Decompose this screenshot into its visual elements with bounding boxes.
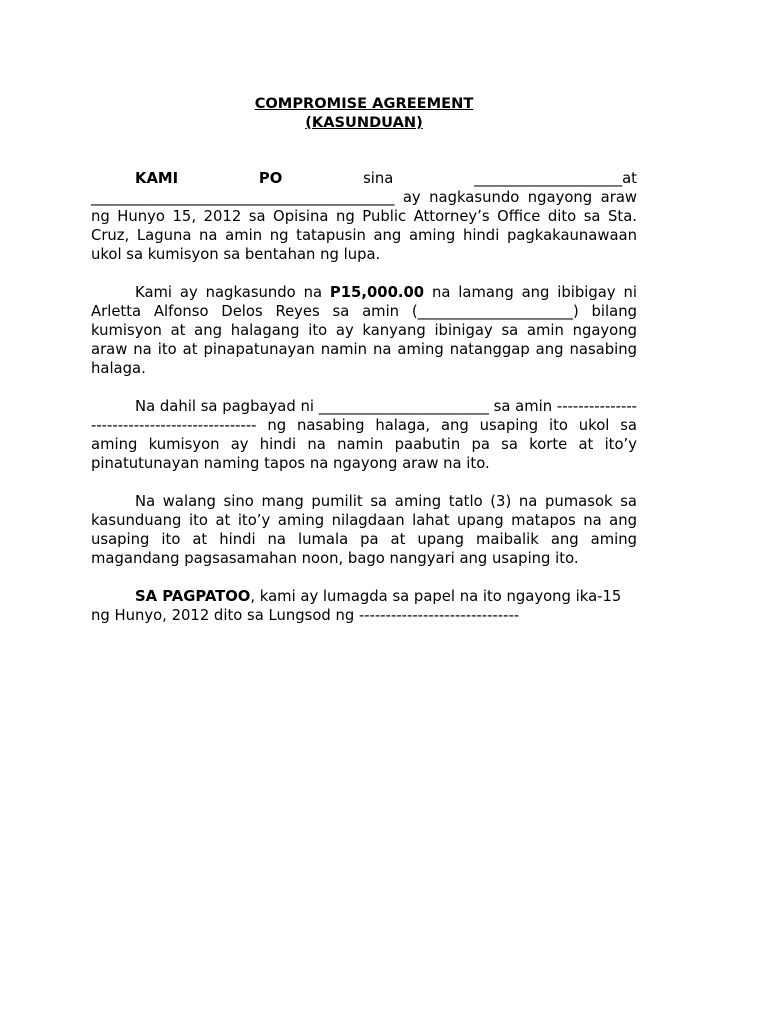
po-word: PO xyxy=(258,170,283,187)
paragraph-3 xyxy=(91,397,637,473)
sa-pagpatoo-lead: SA PAGPATOO xyxy=(135,588,251,605)
title-line-2: (KASUNDUAN) xyxy=(305,114,423,131)
paragraph-4 xyxy=(91,492,637,568)
paragraph-1-first-line xyxy=(91,169,637,188)
name-blank-1: ____________________at xyxy=(474,170,637,187)
paragraph-2-after: na lamang ang ibibigay ni Arletta Alfonso Delos Reyes sa amin (_____________________) bilang kumisyon at ang halagang ito ay kanyang ibinigay sa amin ngayong araw na ito at pinapatunayan namin na aming natanggap ang nasabing halaga. xyxy=(91,284,637,377)
title-line-1: COMPROMISE AGREEMENT xyxy=(254,95,474,112)
paragraph-5-text: , kami ay lumagda sa papel na ito ngayong ika-15 ng Hunyo, 2012 dito sa Lungsod ng ------------------------------ xyxy=(91,588,622,624)
document-title xyxy=(0,94,728,132)
paragraph-1-rest: _________________________________________ ay nagkasundo ngayong araw ng Hunyo 15, 2012 sa Opisina ng Public Attorney’s Office dito sa Sta. Cruz, Laguna na amin ng tatapusin ang aming hindi pagkakaunawaan ukol sa kumisyon sa bentahan ng lupa. xyxy=(91,189,637,263)
paragraph-5 xyxy=(91,587,637,625)
sina-word: sina xyxy=(363,170,394,187)
document-body xyxy=(91,169,637,644)
paragraph-2-before: Kami ay nagkasundo na xyxy=(135,284,330,301)
kami-word: KAMI xyxy=(135,170,179,187)
paragraph-4-text: Na walang sino mang pumilit sa aming tatlo (3) na pumasok sa kasunduang ito at ito’y aming nilagdaan lahat upang matapos na ang usaping ito at hindi na lumala pa at upang maibalik ang aming magandang pagsasamahan noon, bago nangyari ang usaping ito. xyxy=(91,493,637,567)
amount-text: P15,000.00 xyxy=(329,284,425,301)
paragraph-1 xyxy=(91,169,637,264)
paragraph-2 xyxy=(91,283,637,378)
paragraph-3-text: Na dahil sa pagbayad ni _______________________ sa amin ---------------------------------------------- ng nasabing halaga, ang usaping ito ukol sa aming kumisyon ay hindi na namin paabutin pa sa korte at ito’y pinatutunayan naming tapos na ngayong araw na ito. xyxy=(91,398,637,472)
